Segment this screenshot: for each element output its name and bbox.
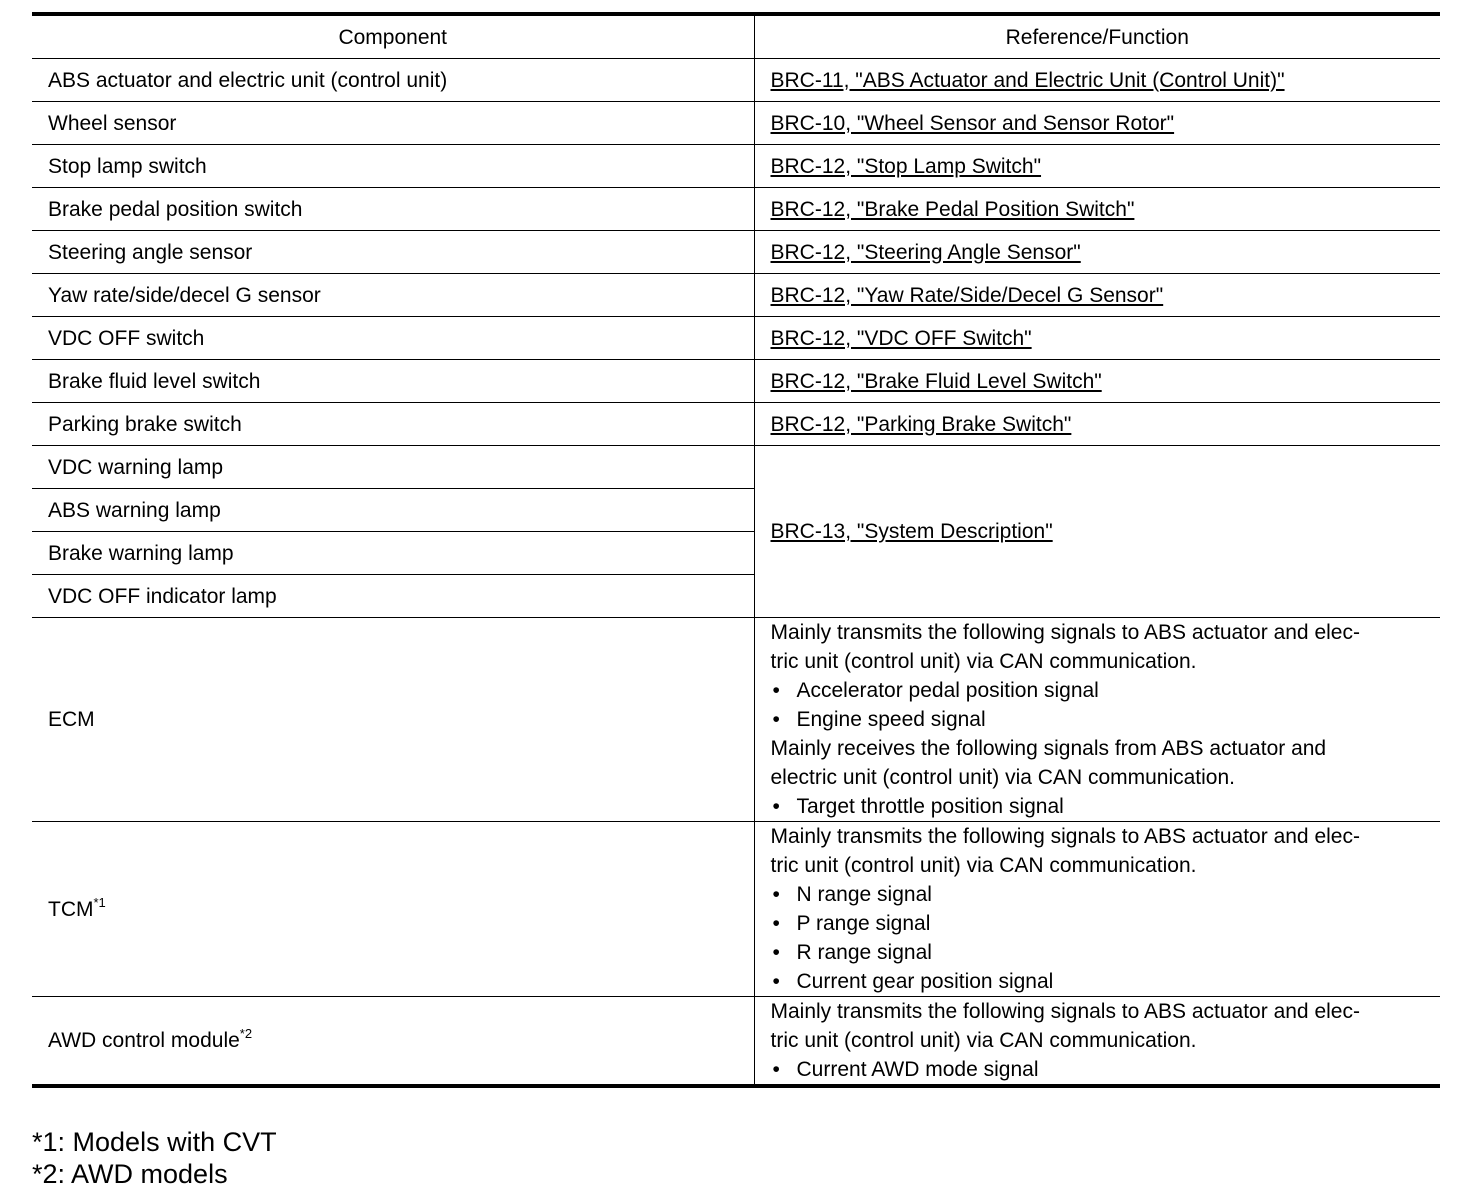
reference-link[interactable]: BRC-12, "Yaw Rate/Side/Decel G Sensor" [770,283,1164,307]
table-row [32,231,1440,274]
reference-link[interactable]: BRC-12, "Brake Pedal Position Switch" [770,197,1135,221]
reference-link[interactable]: BRC-13, "System Description" [770,520,1053,543]
component-cell: VDC OFF switch [32,317,754,360]
reference-link[interactable]: BRC-12, "VDC OFF Switch" [770,326,1032,350]
description-line: tric unit (control unit) via CAN communication. [770,854,1197,877]
reference-link[interactable]: BRC-12, "Stop Lamp Switch" [770,154,1042,178]
bullet-icon: • [772,795,780,818]
bullet-icon: • [772,970,780,993]
footnotes [32,1126,277,1190]
component-cell: Parking brake switch [32,403,754,446]
component-cell: Brake warning lamp [32,532,754,575]
component-cell: Stop lamp switch [32,145,754,188]
table-row-awd [32,997,1440,1087]
bullet-icon: • [772,1058,780,1081]
description-line: Mainly transmits the following signals to ABS actuator and elec- [770,825,1360,848]
header-reference: Reference/Function [754,14,1440,59]
description-line: Mainly transmits the following signals to ABS actuator and elec- [770,621,1360,644]
table-row [32,403,1440,446]
table-row [32,59,1440,102]
component-cell: ABS warning lamp [32,489,754,532]
table-row [32,274,1440,317]
list-item: • Engine speed signal [771,705,1425,734]
footnote-marker: *1 [93,894,106,910]
header-row [32,14,1440,59]
description-line: Mainly receives the following signals from ABS actuator and [770,737,1327,760]
list-item: • Accelerator pedal position signal [771,676,1425,705]
list-item: • Target throttle position signal [771,792,1425,821]
footnote-marker: *2 [239,1026,253,1041]
list-item: • Current gear position signal [771,967,1425,996]
component-cell: Wheel sensor [32,102,754,145]
footnote-1: *1: Models with CVT [32,1127,277,1157]
function-cell [754,822,1440,997]
reference-link[interactable]: BRC-10, "Wheel Sensor and Sensor Rotor" [770,111,1175,135]
table-row [32,145,1440,188]
function-cell [754,618,1440,822]
bullet-icon: • [772,679,780,702]
list-item: • N range signal [771,880,1425,909]
reference-link[interactable]: BRC-12, "Steering Angle Sensor" [770,240,1081,264]
bullet-icon: • [772,941,780,964]
footnote-2: *2: AWD models [32,1159,228,1189]
list-item: • P range signal [771,909,1425,938]
table-row [32,102,1440,145]
reference-link[interactable]: BRC-11, "ABS Actuator and Electric Unit (Control Unit)" [770,68,1285,92]
table-row [32,317,1440,360]
list-item: • R range signal [771,938,1425,967]
component-cell: VDC warning lamp [32,446,754,489]
component-cell: Brake fluid level switch [32,360,754,403]
table-row [32,188,1440,231]
header-component: Component [32,14,754,59]
component-cell: Yaw rate/side/decel G sensor [32,274,754,317]
component-cell: TCM$^{*1}$ [32,822,754,997]
component-cell: ECM [32,618,754,822]
description-line: tric unit (control unit) via CAN communication. [770,650,1197,673]
list-item: • Current AWD mode signal [771,1055,1425,1084]
table-row-ecm [32,618,1440,822]
component-cell: Steering angle sensor [32,231,754,274]
bullet-icon: • [772,708,780,731]
bullet-icon: • [772,883,780,906]
component-cell: Brake pedal position switch [32,188,754,231]
description-line: Mainly transmits the following signals to ABS actuator and elec- [770,1000,1360,1023]
component-cell: ABS actuator and electric unit (control unit) [32,59,754,102]
component-cell: VDC OFF indicator lamp [32,575,754,618]
table-row-tcm [32,822,1440,997]
component-cell: AWD control module$^{*2}$ [32,997,754,1087]
reference-link[interactable]: BRC-12, "Brake Fluid Level Switch" [770,369,1102,393]
bullet-icon: • [772,912,780,935]
lamp-reference-cell [754,446,1440,618]
reference-link[interactable]: BRC-12, "Parking Brake Switch" [770,412,1072,436]
component-table [32,12,1440,1088]
function-cell [754,997,1440,1087]
table-row [32,446,1440,489]
description-line: tric unit (control unit) via CAN communication. [770,1029,1197,1052]
table-row [32,360,1440,403]
description-line: electric unit (control unit) via CAN communication. [770,766,1236,789]
